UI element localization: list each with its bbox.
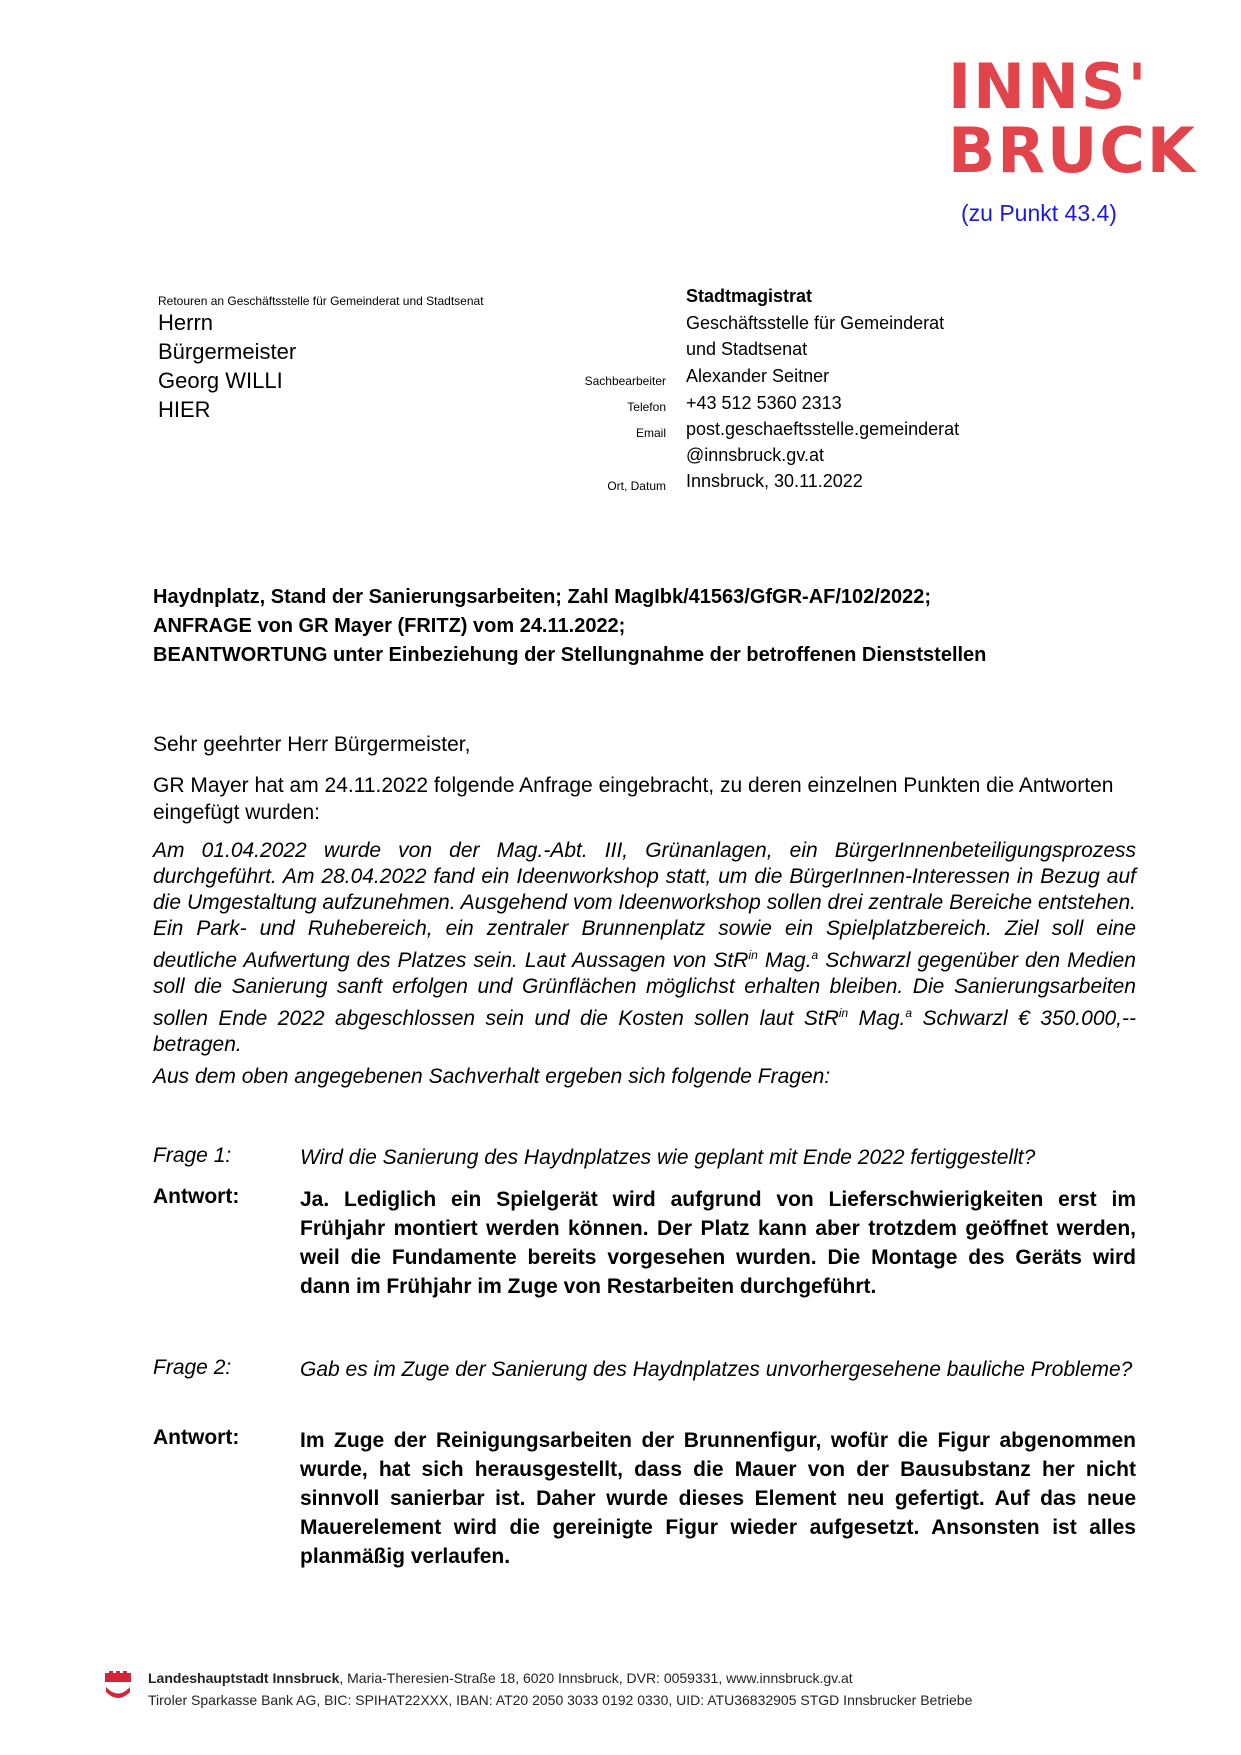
- sender-dept: und Stadtsenat: [686, 339, 808, 359]
- intro-paragraph: GR Mayer hat am 24.11.2022 folgende Anfrage eingebracht, zu deren einzelnen Punkten die Antworten eingefügt wurden:: [153, 774, 1114, 824]
- sender-dept: Geschäftsstelle für Gemeinderat: [686, 313, 945, 333]
- question-text: Gab es im Zuge der Sanierung des Haydnplatzes unvorhergesehene bauliche Probleme?: [300, 1358, 1133, 1381]
- logo-inns: INNS': [948, 50, 1149, 123]
- questions-intro: Aus dem oben angegebenen Sachverhalt ergeben sich folgende Fragen:: [153, 1065, 831, 1088]
- answer-label: Antwort:: [153, 1426, 240, 1449]
- subject-block: [153, 583, 1113, 670]
- footer-line-2: Tiroler Sparkasse Bank AG, BIC: SPIHAT22XXX, IBAN: AT20 2050 3033 0192 0330, UID: ATU36832905 STGD Innsbrucker Betriebe: [148, 1692, 973, 1708]
- recipient-line: Bürgermeister: [158, 339, 297, 364]
- answer-label: Antwort:: [153, 1185, 240, 1208]
- clerk-label: Sachbearbeiter: [584, 374, 666, 388]
- email-label: Email: [635, 426, 666, 440]
- sender-office: Stadtmagistrat: [686, 286, 813, 306]
- innsbruck-emblem-icon: [104, 1670, 132, 1704]
- phone-label: Telefon: [627, 400, 666, 414]
- recipient-line: Herrn: [158, 310, 214, 335]
- place-date: Innsbruck, 30.11.2022: [686, 471, 863, 491]
- subject-line: Haydnplatz, Stand der Sanierungsarbeiten; Zahl MagIbk/41563/GfGR-AF/102/2022;: [153, 586, 931, 608]
- return-address: Retouren an Geschäftsstelle für Gemeinderat und Stadtsenat: [158, 294, 484, 308]
- footer-line-1: Landeshauptstadt Innsbruck, Maria-Theresien-Straße 18, 6020 Innsbruck, DVR: 0059331, www.innsbruck.gv.at: [148, 1670, 853, 1686]
- question-label: Frage 2:: [153, 1356, 232, 1379]
- question-text: Wird die Sanierung des Haydnplatzes wie geplant mit Ende 2022 fertiggestellt?: [300, 1146, 1036, 1169]
- answer-text: Im Zuge der Reinigungsarbeiten der Brunnenfigur, wofür die Figur abgenommen wurde, hat sich herausgestellt, dass die Mauer von der Bausubstanz her nicht sinnvoll sanierbar ist. Daher wurde dieses Element neu gefertigt. Auf das neue Mauerelement wird die gereinigte Figur wieder aufgesetzt. Ansonsten ist alles planmäßig verlaufen.: [300, 1429, 1136, 1568]
- place-date-label: Ort, Datum: [607, 479, 666, 493]
- facts-paragraph: Am 01.04.2022 wurde von der Mag.-Abt. III, Grünanlagen, ein BürgerInnenbeteiligungsprozess durchgeführt. Am 28.04.2022 fand ein Ideenworkshop statt, um die BürgerInnen-Interessen in Bezug auf die Umgestaltung aufzunehmen. Ausgehend vom Ideenworkshop sollen drei zentrale Bereiche entstehen. Ein Park- und Ruhebereich, ein zentraler Brunnenplatz sowie ein Spielplatzbereich. Ziel soll eine deutliche Aufwertung des Platzes sein. Laut Aussagen von StR$^{in}$ Mag.$^a$ Schwarzl gegenüber den Medien soll die Sanierung sanft erfolgen und Grünflächen möglichst erhalten bleiben. Die Sanierungsarbeiten sollen Ende 2022 abgeschlossen sein und die Kosten sollen laut StR$^{in}$ Mag.$^a$ Schwarzl € 350.000,-- betragen.: [153, 839, 1136, 1056]
- clerk-name: Alexander Seitner: [686, 366, 830, 386]
- phone-number: +43 512 5360 2313: [686, 393, 842, 413]
- recipient-line: HIER: [158, 397, 211, 422]
- logo-bruck: BRUCK: [948, 114, 1197, 187]
- subject-line: BEANTWORTUNG unter Einbeziehung der Stellungnahme der betroffenen Dienststellen: [153, 644, 987, 666]
- question-label: Frage 1:: [153, 1144, 232, 1167]
- agenda-reference: (zu Punkt 43.4): [961, 200, 1117, 226]
- email-address-domain: @innsbruck.gv.at: [686, 445, 824, 465]
- salutation: Sehr geehrter Herr Bürgermeister,: [153, 733, 471, 756]
- answer-text: Ja. Lediglich ein Spielgerät wird aufgrund von Lieferschwierigkeiten erst im Frühjahr montiert werden können. Der Platz kann aber trotzdem geöffnet werden, weil die Fundamente bereits vorgesehen wurden. Die Montage des Geräts wird dann im Frühjahr im Zuge von Restarbeiten durchgeführt.: [300, 1188, 1136, 1298]
- subject-line: ANFRAGE von GR Mayer (FRITZ) vom 24.11.2022;: [153, 615, 626, 637]
- email-address: post.geschaeftsstelle.gemeinderat: [686, 419, 960, 439]
- recipient-line: Georg WILLI: [158, 368, 283, 393]
